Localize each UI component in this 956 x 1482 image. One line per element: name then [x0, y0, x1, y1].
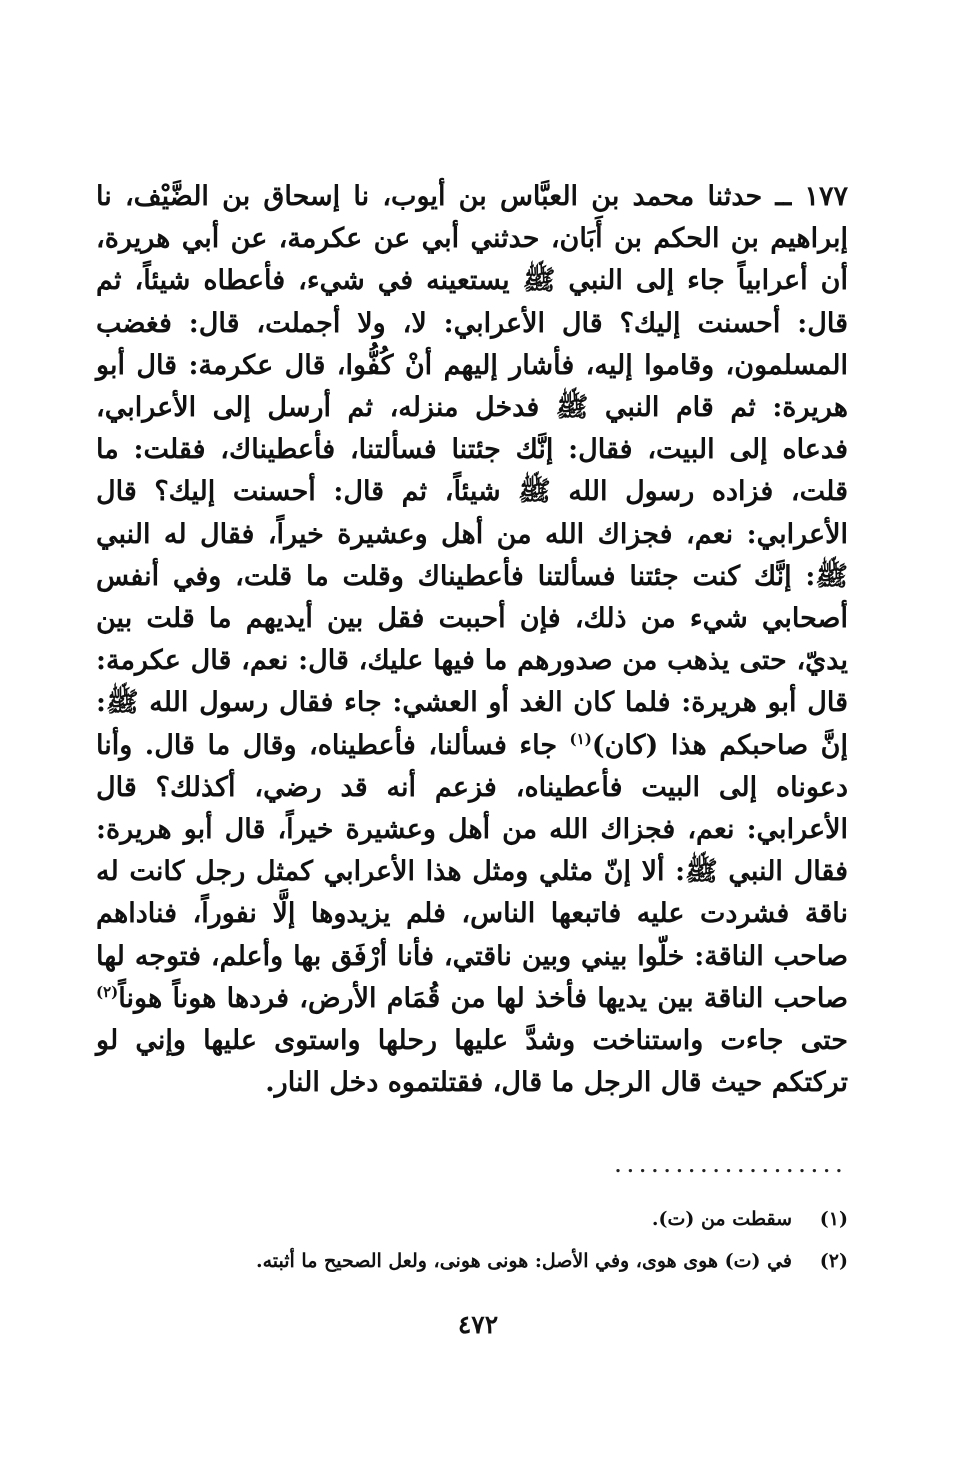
page-number: ٤٧٢: [457, 1310, 499, 1339]
footnote-1: [180, 1198, 848, 1240]
hadith-text-part-3: حتى جاءت واستناخت وشدَّ عليها رحلها واستوى عليها وإني لو تركتكم حيث قال الرجل ما قال، فقتلتموه دخل النار.: [96, 1025, 848, 1099]
footnote-text: في (ت) هوى هوى، وفي الأصل: هونى هونى، ولعل الصحيح ما أثبته.: [255, 1250, 792, 1272]
footnote-text: سقطت من (ت).: [651, 1208, 792, 1230]
footnote-number: (١): [819, 1208, 848, 1230]
hadith-text-part-2: جاء فسألنا، فأعطيناه، وقال ما قال. وأنا دعوناه إلى البيت فأعطيناه، فزعم أنه قد رضي، أكذلك؟ قال الأعرابي: نعم، فجزاك الله من أهل وعشيرة خيراً، قال أبو هريرة: فقال النبي ﷺ: ألا إنّ مثلي ومثل هذا الأعرابي كمثل رجل كانت له ناقة فشردت عليه فاتبعها الناس، فلم يزيدوها إلَّا نفوراً، فناداهم صاحب الناقة: خلّوا بيني وبين ناقتي، فأنا أرْفَق بها وأعلم، فتوجه لها صاحب الناقة بين يديها فأخذ لها من قُمَام الأرض، فردها هوناً هوناً: [96, 729, 848, 1014]
footnotes: [180, 1198, 848, 1282]
hadith-text-part-1: ــ حدثنا محمد بن العبَّاس بن أيوب، نا إسحاق بن الضَّيْف، نا إبراهيم بن الحكم بن أَبَان، حدثني أبي عن عكرمة، عن أبي هريرة، أن أعرابياً جاء إلى النبي ﷺ يستعينه في شيء، فأعطاه شيئاً، ثم قال: أحسنت إليك؟ قال الأعرابي: لا، ولا أجملت، قال: فغضب المسلمون، وقاموا إليه، فأشار إليهم أنْ كُفُّوا، قال عكرمة: قال أبو هريرة: ثم قام النبي ﷺ فدخل منزله، ثم أرسل إلى الأعرابي، فدعاه إلى البيت، فقال: إنَّك جئتنا فسألتنا، فأعطيناك، فقلت: ما قلت، فزاده رسول الله ﷺ شيئاً، ثم قال: أحسنت إليك؟ قال الأعرابي: نعم، فجزاك الله من أهل وعشيرة خيراً، فقال له النبي ﷺ: إنَّك كنت جئتنا فسألتنا فأعطيناك وقلت ما قلت، وفي أنفس أصحابي شيء من ذلك، فإن أحببت فقل بين أيديهم ما قلت بين يديّ، حتى يذهب من صدورهم ما فيها عليك، قال: نعم، قال عكرمة: قال أبو هريرة: فلما كان الغد أو العشي: جاء فقال رسول الله ﷺ: إنَّ صاحبكم هذا (كان): [96, 181, 848, 761]
hadith-number: ١٧٧: [804, 181, 848, 212]
hadith-text: [96, 176, 848, 1104]
footnote-reference-1: (١): [569, 729, 592, 748]
footnote-separator: ...................: [614, 1156, 848, 1177]
footnote-2: [180, 1240, 848, 1282]
footnote-number: (٢): [819, 1250, 848, 1272]
footnote-reference-2: (٢): [96, 982, 119, 1001]
